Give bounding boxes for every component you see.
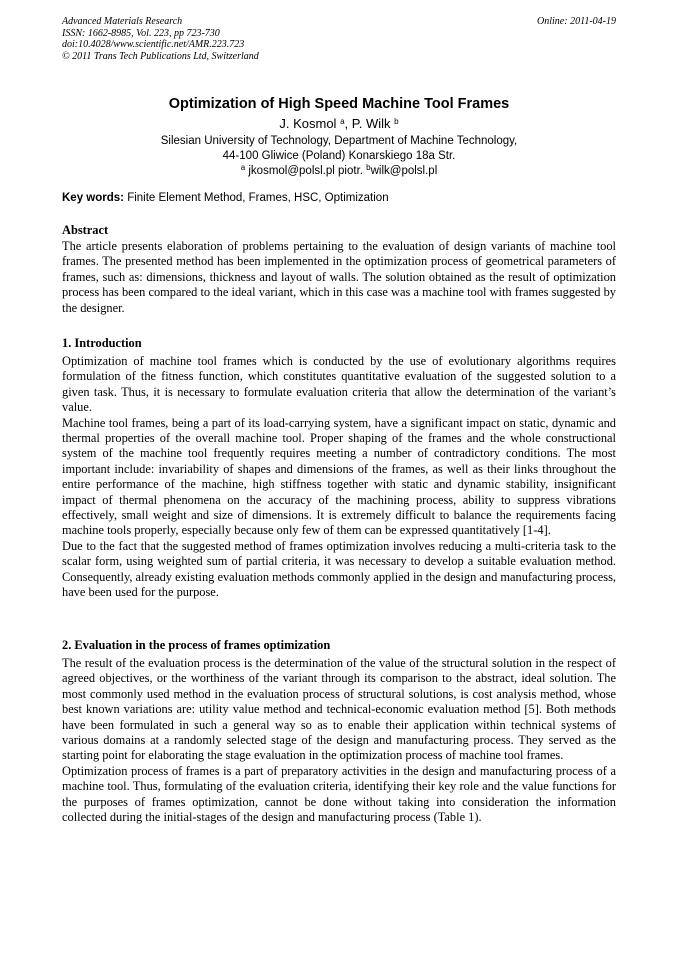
section-1-paragraph-3: Due to the fact that the suggested method of frames optimization involves reducing a multi-criteria task to the scalar form, using weighted sum of partial criteria, it was necessary to develop a suitable evaluation method. Consequently, already existing evaluation methods commonly applied in the design and manufacturing process, have been used for the purpose. <box>62 538 616 600</box>
paper-title: Optimization of High Speed Machine Tool Frames <box>168 96 510 112</box>
copyright-line: © 2011 Trans Tech Publications Ltd, Switzerland <box>62 50 259 62</box>
journal-header <box>62 16 259 62</box>
email-line <box>0 164 678 179</box>
authors-line <box>0 116 678 131</box>
section-2-heading: 2. Evaluation in the process of frames optimization <box>62 638 331 652</box>
journal-name: Advanced Materials Research <box>62 16 183 27</box>
abstract-body <box>62 239 616 316</box>
section-2-paragraph-2: Optimization process of frames is a part of preparatory activities in the design and manufacturing process of a machine tool. Thus, formulating of the evaluation criteria, identifying their key role and the value functions for the purposes of frames optimization, cannot be done without taking into consideration the information collected during the initial-stages of the design and manufacturing process (Table 1). <box>62 763 616 825</box>
section-2-paragraph-1: The result of the evaluation process is the determination of the value of the structural solution in the respect of agreed objectives, or the worthiness of the variant through its comparison to the abstract, ideal solution. The most commonly used method in the evaluation process of structural solutions, is cost analysis method, whose best known variations are: utility value method and technical-economic evaluation method [5]. Both methods have been formulated in such a general way so as to enable their application within technical systems of various domains at a randomly selected stage of the design and manufacturing process. They served as the starting point for elaborating the stage evaluation in the optimization process of machine tool frames. <box>62 656 616 763</box>
section-1-body <box>62 354 616 601</box>
email-b-sup: b <box>366 163 371 172</box>
affiliation-line-1: Silesian University of Technology, Department of Machine Technology, <box>160 135 518 147</box>
author-2: P. Wilk <box>351 116 391 131</box>
section-2-body <box>62 656 616 825</box>
author-1-sup: a <box>340 117 345 126</box>
author-2-sup: b <box>394 117 399 126</box>
keywords <box>62 192 616 204</box>
keywords-text: Finite Element Method, Frames, HSC, Optimization <box>127 192 389 204</box>
section-1-paragraph-2: Machine tool frames, being a part of its load-carrying system, have a significant impact on static, dynamic and thermal properties of the overall machine tool. Proper shaping of the frames and the whole constructional system of the machine tool frequently requires meeting a number of contradictory conditions. The most important include: invariability of shapes and dimensions of the frames, as well as their links throughout the entire performance of the machine, high stiffness together with static and dynamic stability, insignificant impact of thermal phenomena on the accuracy of the machining process, ability to suppress vibrations effectively, small weight and size of dimensions. It is extremely difficult to balance the requirements facing machine tools properly, especially because only few of them can be expressed quantitatively [1-4]. <box>62 415 616 538</box>
abstract-heading: Abstract <box>62 223 109 237</box>
email-b: wilk@polsl.pl <box>370 165 438 177</box>
affiliation-line-2: 44-100 Gliwice (Poland) Konarskiego 18a Str. <box>222 150 456 162</box>
doi-line: doi:10.4028/www.scientific.net/AMR.223.723 <box>62 39 245 50</box>
online-date <box>537 16 616 28</box>
section-1-paragraph-1: Optimization of machine tool frames which is conducted by the use of evolutionary algorithms requires formulation of the fitness function, which constitutes quantitative evaluation of the suggested solution to a given task. Thus, it is necessary to formulate evaluation criteria that allow the determination of the variant’s value. <box>62 354 616 415</box>
issn-line: ISSN: 1662-8985, Vol. 223, pp 723-730 <box>62 27 220 39</box>
abstract-paragraph: The article presents elaboration of problems pertaining to the evaluation of design variants of machine tool frames. The presented method has been implemented in the optimization process of geometrical parameters of frames, such as: dimensions, thickness and layout of walls. The solution obtained as the result of optimization process has been compared to the ideal variant, which in this case was a machine tool with frames suggested by the designer. <box>62 239 616 315</box>
section-1-heading: 1. Introduction <box>62 336 142 350</box>
keywords-label: Key words: <box>62 192 124 204</box>
affiliation <box>0 134 678 179</box>
email-a-sup: a <box>240 163 246 172</box>
online-date-text: Online: 2011-04-19 <box>537 16 616 27</box>
email-a: jkosmol@polsl.pl piotr. <box>248 165 363 177</box>
author-separator: , <box>344 116 352 131</box>
author-1: J. Kosmol <box>279 116 337 131</box>
